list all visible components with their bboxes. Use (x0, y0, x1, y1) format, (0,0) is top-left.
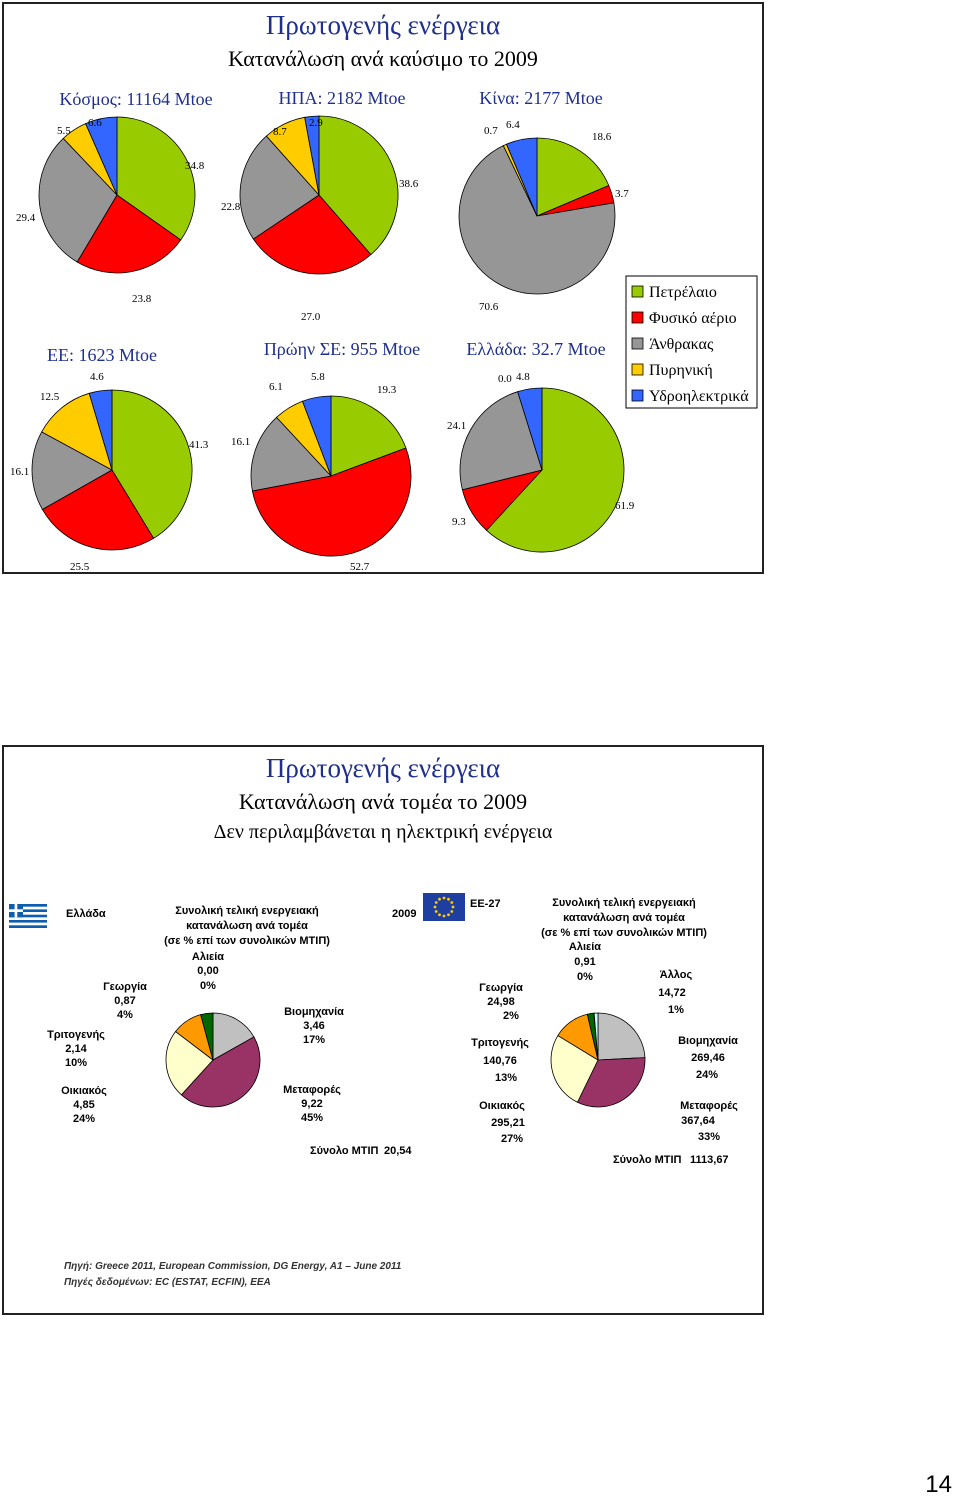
eu-household-name: Οικιακός (479, 1100, 525, 1112)
greece-agri-value: 0,87 (114, 995, 136, 1007)
greece-label: Ελλάδα (66, 908, 106, 920)
eu-transport-value: 367,64 (681, 1115, 715, 1127)
greece-agri-pct: 4% (117, 1009, 133, 1021)
eu-tertiary-name: Τριτογενής (471, 1037, 529, 1049)
eu-total-label: Σύνολο ΜΤΙΠ (613, 1154, 682, 1166)
sector-pies-svg (4, 747, 762, 1313)
pie-china-label-gas: 3.7 (615, 188, 629, 200)
greece-heading-1: Συνολική τελική ενεργειακή (175, 905, 319, 917)
greece-heading-3: (σε % επί των συνολικών ΜΤΙΠ) (164, 935, 330, 947)
eu-tertiary-value: 140,76 (483, 1055, 517, 1067)
greece-household-name: Οικιακός (61, 1085, 107, 1097)
pie-china-label-nuclear: 0.7 (484, 125, 498, 137)
greece-industry-name: Βιομηχανία (284, 1006, 344, 1018)
eu-household-value: 295,21 (491, 1117, 525, 1129)
pie-china-label-coal: 70.6 (479, 301, 499, 313)
greece-household-pct: 24% (72, 1113, 96, 1125)
page-number: 14 (925, 1471, 952, 1498)
greece-total-value: 20,54 (384, 1145, 412, 1157)
pie-usa-label-coal: 22.8 (221, 201, 241, 213)
eu-tertiary-pct: 13% (494, 1072, 518, 1084)
pie-title-eu: ΕΕ: 1623 Mtoe (47, 345, 157, 365)
eu-industry-name: Βιομηχανία (678, 1035, 738, 1047)
eu-heading-3: (σε % επί των συνολικών ΜΤΙΠ) (541, 927, 707, 939)
pie-title-fsu: Πρώην ΣΕ: 955 Mtoe (263, 339, 421, 359)
eu-other-value: 14,72 (658, 987, 686, 999)
pie-fsu-label-nuclear: 6.1 (269, 381, 283, 393)
legend-swatch-nuclear (632, 364, 643, 375)
slide-fuel-consumption (2, 2, 764, 574)
pie-china-label-oil: 18.6 (592, 131, 612, 143)
greece-fishing-pct: 0% (200, 980, 216, 992)
eu-total-value: 1113,67 (690, 1154, 729, 1166)
slide1-title: Πρωτογενής ενέργεια (265, 10, 501, 40)
greece-fishing-name: Αλιεία (191, 951, 225, 963)
pie-eu-label-gas: 25.5 (70, 561, 90, 572)
greece-transport-value: 9,22 (301, 1098, 323, 1110)
eu-agri-pct: 2% (503, 1010, 519, 1022)
slide1-subtitle: Κατανάλωση ανά καύσιμο το 2009 (228, 46, 538, 71)
pie-greece-label-coal: 24.1 (447, 420, 467, 432)
pie-world-label-oil: 34.8 (185, 160, 205, 172)
eu-other-pct: 1% (668, 1004, 684, 1016)
eu-heading-1: Συνολική τελική ενεργειακή (552, 897, 696, 909)
eu-other-name: Άλλος (659, 969, 693, 981)
greece-total-label: Σύνολο ΜΤΙΠ (310, 1145, 379, 1157)
pie-greece-label-hydro: 4.8 (516, 371, 530, 383)
eu-industry-pct: 24% (695, 1069, 719, 1081)
greece-household-value: 4,85 (73, 1099, 95, 1111)
pie-eu-label-coal: 16.1 (10, 466, 30, 478)
eu-label: ΕΕ-27 (470, 898, 501, 910)
legend-gas: Φυσικό αέριο (649, 310, 737, 327)
eu-transport-name: Μεταφορές (680, 1100, 738, 1112)
pie-fsu-label-gas: 52.7 (350, 561, 370, 572)
legend-hydro: Υδροηλεκτρικά (649, 388, 749, 405)
source-line-2: Πηγές δεδομένων: EC (ESTAT, ECFIN), EEA (64, 1277, 271, 1288)
eu-transport-pct: 33% (697, 1131, 721, 1143)
pie-fsu-label-hydro: 5.8 (311, 371, 325, 383)
pie-eu-label-nuclear: 12.5 (40, 391, 60, 403)
slide2-subtitle: Κατανάλωση ανά τομέα το 2009 (238, 789, 528, 814)
pie-greece-label-nuclear: 0.0 (498, 373, 512, 385)
pie-china-label-hydro: 6.4 (506, 119, 520, 131)
pie-usa-label-nuclear: 8.7 (273, 126, 287, 138)
legend-nuclear: Πυρηνική (649, 362, 713, 379)
greece-tertiary-pct: 10% (64, 1057, 88, 1069)
greece-industry-value: 3,46 (303, 1020, 325, 1032)
eu-year: 2009 (392, 908, 417, 920)
pie-usa-label-gas: 27.0 (301, 311, 321, 323)
greece-tertiary-value: 2,14 (65, 1043, 87, 1055)
pie-world-label-coal: 29.4 (16, 212, 36, 224)
slide-sector-consumption (2, 745, 764, 1315)
pie-fsu-label-oil: 19.3 (377, 384, 397, 396)
legend-coal: Άνθρακας (649, 336, 714, 353)
greece-agri-name: Γεωργία (103, 981, 147, 993)
pie-world-label-nuclear: 5.5 (57, 125, 71, 137)
pie-title-china: Κίνα: 2177 Mtoe (479, 88, 603, 108)
pie-title-greece: Ελλάδα: 32.7 Mtoe (466, 339, 606, 359)
eu-flag-icon (423, 893, 465, 921)
legend-swatch-hydro (632, 390, 643, 401)
greece-heading-2: κατανάλωση ανά τομέα (186, 920, 308, 932)
pie-title-world: Κόσμος: 11164 Mtoe (59, 89, 213, 109)
eu-agri-name: Γεωργία (479, 982, 523, 994)
slide2-title: Πρωτογενής ενέργεια (265, 753, 501, 783)
source-line-1: Πηγή: Greece 2011, European Commission, DG Energy, A1 – June 2011 (64, 1261, 402, 1272)
pie-world-label-hydro: 6.6 (88, 117, 102, 129)
slide2-note: Δεν περιλαμβάνεται η ηλεκτρική ενέργεια (213, 821, 553, 843)
greece-transport-pct: 45% (300, 1112, 324, 1124)
eu-household-pct: 27% (500, 1133, 524, 1145)
legend-swatch-gas (632, 312, 643, 323)
fuel-pies-svg (4, 4, 762, 572)
greece-tertiary-name: Τριτογενής (47, 1029, 105, 1041)
legend-oil: Πετρέλαιο (649, 284, 717, 301)
pie-fsu-label-coal: 16.1 (231, 436, 251, 448)
pie-eu-label-hydro: 4.6 (90, 371, 104, 383)
eu-fishing-value: 0,91 (574, 956, 596, 968)
legend-swatch-coal (632, 338, 643, 349)
pie-title-usa: ΗΠΑ: 2182 Mtoe (278, 88, 406, 108)
pie-eu-label-oil: 41.3 (189, 439, 209, 451)
pie-usa-label-hydro: 2.9 (309, 117, 323, 129)
legend-swatch-oil (632, 286, 643, 297)
eu-agri-value: 24,98 (487, 996, 515, 1008)
eu-industry-value: 269,46 (691, 1052, 725, 1064)
pie-greece-label-oil: 61.9 (615, 500, 635, 512)
pie-sector-eu27-slice-industry (598, 1013, 645, 1060)
fuel-legend (626, 276, 757, 408)
pie-greece-label-gas: 9.3 (452, 516, 466, 528)
pie-world-label-gas: 23.8 (132, 293, 152, 305)
eu-fishing-pct: 0% (577, 971, 593, 983)
greece-fishing-value: 0,00 (197, 965, 219, 977)
greece-transport-name: Μεταφορές (283, 1084, 341, 1096)
pie-usa-label-oil: 38.6 (399, 178, 419, 190)
eu-fishing-name: Αλιεία (568, 941, 602, 953)
greece-industry-pct: 17% (302, 1034, 326, 1046)
eu-heading-2: κατανάλωση ανά τομέα (563, 912, 685, 924)
greek-flag-icon (9, 904, 47, 928)
